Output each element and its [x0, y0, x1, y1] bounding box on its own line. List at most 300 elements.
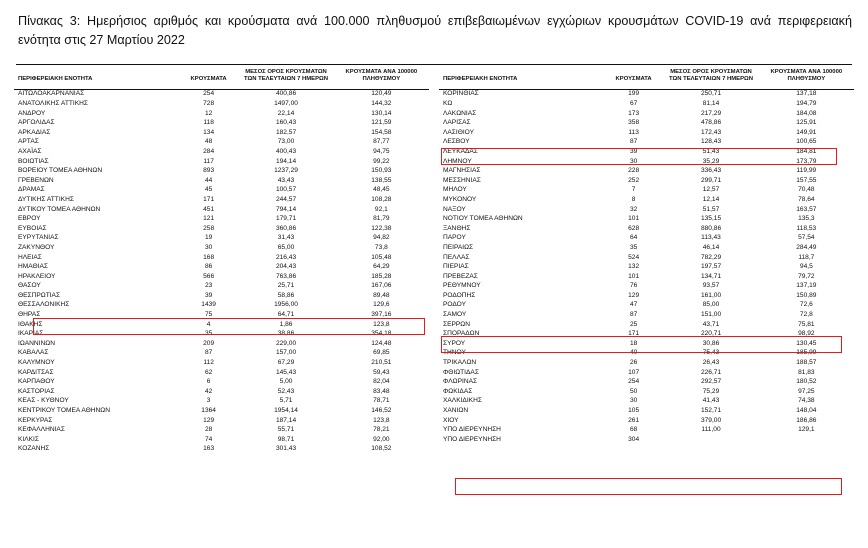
cell-avg7: 145,43: [275, 368, 297, 376]
table-row: [439, 215, 854, 225]
cell-per100k: 79,72: [798, 272, 815, 280]
cell-name: ΧΑΛΚΙΔΙΚΗΣ: [443, 397, 482, 405]
table-row: [14, 282, 429, 292]
table-row: [14, 128, 429, 138]
cell-per100k: 210,51: [371, 359, 392, 367]
cell-avg7: 22,14: [277, 109, 295, 117]
cell-per100k: 130,45: [796, 339, 817, 347]
cell-avg7: 100,57: [275, 186, 297, 194]
cell-per100k: 167,06: [371, 282, 392, 290]
cell-cases: 68: [629, 426, 638, 434]
cell-cases: 42: [204, 387, 213, 395]
cell-cases: 87: [629, 138, 638, 146]
table-row: [14, 291, 429, 301]
cell-per100k: 119,99: [796, 167, 817, 175]
table-row: [14, 224, 429, 234]
cell-name: ΒΟΙΩΤΙΑΣ: [18, 157, 49, 165]
cell-cases: 75: [204, 311, 213, 319]
cell-name: ΦΛΩΡΙΝΑΣ: [443, 378, 478, 386]
cell-avg7: 1497,00: [274, 100, 298, 107]
col-header-avg7: ΜΕΣΟΣ ΟΡΟΣ ΚΡΟΥΣΜΑΤΩΝ ΤΩΝ ΤΕΛΕΥΤΑΙΩΝ 7 ΗΜΕΡΩΝ: [238, 65, 333, 89]
table-row: [439, 243, 854, 253]
cell-name: ΛΕΥΚΑΔΑΣ: [443, 147, 478, 155]
cell-name: ΘΗΡΑΣ: [18, 311, 41, 319]
table-row: [14, 89, 429, 99]
cell-avg7: 794,14: [275, 205, 297, 213]
table-row: [439, 186, 854, 196]
left-table-head: [14, 65, 429, 89]
table-row: [14, 272, 429, 282]
cell-name: ΑΙΤΩΛΟΑΚΑΡΝΑΝΙΑΣ: [18, 90, 85, 98]
cell-avg7: 151,00: [700, 311, 722, 319]
cell-name: ΜΗΛΟΥ: [443, 186, 467, 194]
cell-avg7: 51,57: [702, 205, 720, 213]
cell-avg7: 5,00: [279, 378, 293, 386]
cell-cases: 209: [203, 339, 215, 347]
cell-per100k: 82,04: [373, 378, 390, 386]
cell-name: ΝΑΞΟΥ: [443, 205, 466, 213]
cell-cases: 7: [631, 186, 636, 194]
cell-name: ΘΑΣΟΥ: [18, 282, 41, 290]
cell-cases: 28: [204, 426, 213, 434]
cell-per100k: 87,77: [373, 138, 390, 146]
cell-avg7: 217,29: [700, 109, 722, 117]
cell-avg7: 160,43: [275, 119, 297, 127]
table-row: [14, 109, 429, 119]
cell-name: ΜΥΚΟΝΟΥ: [443, 195, 477, 203]
right-table-wrapper: [439, 65, 854, 454]
cell-per100k: 184,08: [796, 109, 817, 117]
table-row: [439, 397, 854, 407]
cell-per100k: 108,28: [371, 195, 392, 203]
table-row: [439, 358, 854, 368]
cell-cases: 25: [629, 320, 638, 328]
cell-per100k: 184,81: [796, 147, 817, 155]
cell-name: ΙΩΑΝΝΙΝΩΝ: [18, 339, 55, 347]
cell-per100k: 73,8: [374, 243, 388, 251]
table-row: [439, 167, 854, 177]
cell-name: ΑΡΤΑΣ: [18, 138, 39, 146]
cell-name: ΚΩ: [443, 100, 453, 107]
table-row: [14, 416, 429, 426]
cell-name: ΛΗΜΝΟΥ: [443, 157, 472, 165]
cell-cases: 107: [628, 368, 640, 376]
cell-cases: 32: [629, 205, 638, 213]
cell-per100k: 137,18: [796, 90, 817, 98]
col-header-region: ΠΕΡΙΦΕΡΕΙΑΚΗ ΕΝΟΤΗΤΑ: [439, 65, 604, 89]
cell-avg7: 111,00: [701, 426, 721, 434]
cell-name: ΜΕΣΣΗΝΙΑΣ: [443, 176, 481, 184]
table-row: [14, 176, 429, 186]
cell-cases: 18: [629, 339, 638, 347]
table-row: [14, 263, 429, 273]
cell-avg7: 46,14: [702, 243, 720, 251]
cell-name: ΕΥΒΟΙΑΣ: [18, 224, 47, 232]
cell-per100k: 186,86: [796, 416, 817, 424]
cell-name: ΗΜΑΘΙΑΣ: [18, 263, 48, 271]
cell-per100k: 194,79: [796, 100, 817, 107]
cell-cases: 199: [628, 90, 640, 98]
cell-avg7: 478,86: [700, 119, 722, 127]
cell-cases: 76: [629, 282, 638, 290]
cell-per100k: 123,8: [373, 320, 390, 328]
cell-avg7: 379,00: [700, 416, 722, 424]
cell-avg7: 30,86: [702, 339, 720, 347]
cell-per100k: 149,91: [796, 128, 817, 136]
cell-name: ΑΡΓΟΛΙΔΑΣ: [18, 119, 55, 127]
cell-cases: 40: [629, 349, 638, 357]
table-row: [439, 205, 854, 215]
table-row: [14, 378, 429, 388]
cell-avg7: 51,43: [702, 147, 720, 155]
table-row: [439, 435, 854, 445]
table-row: [14, 397, 429, 407]
cell-avg7: 25,71: [277, 282, 295, 290]
cell-avg7: 41,43: [702, 397, 720, 405]
cell-avg7: 81,14: [702, 100, 720, 107]
cell-avg7: 226,71: [700, 368, 722, 376]
cell-avg7: 250,71: [700, 90, 722, 98]
cell-cases: 113: [628, 128, 639, 136]
cell-cases: 228: [628, 167, 640, 175]
cell-name: ΣΕΡΡΩΝ: [443, 320, 470, 328]
right-table-head: [439, 65, 854, 89]
cell-per100k: 98,92: [798, 330, 815, 338]
cell-avg7: 85,00: [702, 301, 720, 309]
table-row: [439, 416, 854, 426]
cell-name: ΜΑΓΝΗΣΙΑΣ: [443, 167, 481, 175]
left-data-table: [14, 65, 429, 454]
cell-avg7: 58,86: [277, 291, 295, 299]
cell-per100k: 354,18: [371, 330, 392, 338]
cell-cases: 35: [629, 243, 638, 251]
cell-per100k: 94,82: [373, 234, 390, 242]
cell-cases: 451: [203, 205, 215, 213]
cell-avg7: 12,57: [702, 186, 720, 194]
cell-per100k: 99,22: [373, 157, 390, 165]
cell-cases: 173: [628, 109, 640, 117]
cell-name: ΠΑΡΟΥ: [443, 234, 466, 242]
table-row: [439, 339, 854, 349]
cell-cases: 47: [629, 301, 638, 309]
cell-per100k: 173,79: [796, 157, 817, 165]
cell-name: ΥΠΟ ΔΙΕΡΕΥΝΗΣΗ: [443, 435, 501, 443]
cell-per100k: 83,48: [373, 387, 390, 395]
cell-cases: 893: [203, 167, 215, 175]
cell-cases: 45: [204, 186, 213, 194]
cell-avg7: 35,29: [702, 157, 720, 165]
table-row: [439, 176, 854, 186]
col-header-cases: ΚΡΟΥΣΜΑΤΑ: [179, 65, 239, 89]
cell-cases: 132: [628, 263, 640, 271]
cell-avg7: 244,57: [275, 195, 297, 203]
cell-cases: 30: [204, 243, 213, 251]
cell-avg7: 336,43: [700, 167, 722, 175]
col-header-per100k: ΚΡΟΥΣΜΑΤΑ ΑΝΑ 100000 ΠΛΗΘΥΣΜΟΥ: [334, 65, 429, 89]
cell-avg7: 187,14: [275, 416, 297, 424]
cell-cases: 39: [204, 291, 213, 299]
cell-name: ΚΑΡΔΙΤΣΑΣ: [18, 368, 54, 376]
cell-name: ΚΟΖΑΝΗΣ: [18, 445, 50, 453]
cell-name: ΕΥΡΥΤΑΝΙΑΣ: [18, 234, 59, 242]
cell-cases: 35: [204, 330, 213, 338]
cell-cases: 566: [203, 272, 215, 280]
table-row: [14, 253, 429, 263]
cell-per100k: 78,71: [373, 397, 390, 405]
table-row: [439, 387, 854, 397]
cell-avg7: 31,43: [277, 234, 295, 242]
cell-cases: 6: [206, 378, 211, 386]
cell-per100k: 97,25: [798, 387, 815, 395]
table-row: [439, 426, 854, 436]
cell-avg7: 216,43: [275, 253, 297, 261]
table-row: [14, 99, 429, 109]
cell-per100k: 122,38: [371, 224, 392, 232]
table-row: [439, 157, 854, 167]
cell-name: ΛΑΣΙΘΙΟΥ: [443, 128, 474, 136]
table-row: [14, 339, 429, 349]
cell-per100k: 123,8: [373, 416, 390, 424]
right-table-body: [439, 89, 854, 444]
cell-cases: 284: [203, 147, 215, 155]
table-row: [439, 195, 854, 205]
cell-name: ΚΟΡΙΝΘΙΑΣ: [443, 90, 479, 98]
cell-name: ΥΠΟ ΔΙΕΡΕΥΝΗΣΗ: [443, 426, 501, 434]
cell-per100k: 72,6: [799, 301, 813, 309]
cell-per100k: 81,79: [373, 215, 390, 223]
cell-per100k: 69,85: [373, 349, 390, 357]
cell-avg7: 26,43: [702, 359, 720, 367]
table-row: [14, 186, 429, 196]
cell-avg7: 43,71: [702, 320, 720, 328]
cell-name: ΑΝΑΤΟΛΙΚΗΣ ΑΤΤΙΚΗΣ: [18, 100, 88, 107]
cell-per100k: 129,1: [798, 426, 815, 434]
cell-per100k: 157,55: [796, 176, 817, 184]
table-row: [14, 243, 429, 253]
cell-avg7: 98,71: [277, 435, 295, 443]
cell-per100k: 74,38: [798, 397, 815, 405]
cell-per100k: 78,64: [798, 195, 815, 203]
cell-per100k: 94,75: [373, 147, 390, 155]
cell-cases: 86: [204, 263, 213, 271]
cell-avg7: 1956,00: [274, 301, 298, 309]
cell-name: ΣΥΡΟΥ: [443, 339, 466, 347]
col-header-avg7: ΜΕΣΟΣ ΟΡΟΣ ΚΡΟΥΣΜΑΤΩΝ ΤΩΝ ΤΕΛΕΥΤΑΙΩΝ 7 ΗΜΕΡΩΝ: [663, 65, 758, 89]
cell-cases: 254: [203, 90, 215, 98]
cell-name: ΛΕΣΒΟΥ: [443, 138, 470, 146]
cell-cases: 524: [628, 253, 640, 261]
table-row: [439, 89, 854, 99]
cell-cases: 105: [628, 407, 640, 414]
cell-per100k: 146,52: [371, 407, 392, 414]
cell-avg7: 172,43: [700, 128, 722, 136]
cell-cases: 258: [203, 224, 215, 232]
cell-cases: 728: [203, 100, 215, 107]
cell-name: ΖΑΚΥΝΘΟΥ: [18, 243, 55, 251]
table-row: [14, 320, 429, 330]
table-row: [14, 301, 429, 311]
col-header-per100k: ΚΡΟΥΣΜΑΤΑ ΑΝΑ 100000 ΠΛΗΘΥΣΜΟΥ: [759, 65, 854, 89]
cell-name: ΔΡΑΜΑΣ: [18, 186, 45, 194]
cell-avg7: 220,71: [700, 330, 722, 338]
cell-name: ΤΡΙΚΑΛΩΝ: [443, 359, 477, 367]
cell-name: ΛΑΡΙΣΑΣ: [443, 119, 471, 127]
cell-name: ΞΑΝΘΗΣ: [443, 224, 471, 232]
cell-per100k: 150,93: [371, 167, 392, 175]
table-row: [439, 263, 854, 273]
cell-per100k: 59,43: [373, 368, 390, 376]
table-row: [14, 119, 429, 129]
cell-name: ΔΥΤΙΚΗΣ ΑΤΤΙΚΗΣ: [18, 195, 74, 203]
cell-cases: 19: [204, 234, 213, 242]
cell-name: ΧΙΟΥ: [443, 416, 459, 424]
table-row: [14, 310, 429, 320]
cell-cases: 168: [203, 253, 215, 261]
table-row: [14, 157, 429, 167]
table-row: [14, 330, 429, 340]
table-row: [439, 310, 854, 320]
cell-avg7: 64,71: [277, 311, 295, 319]
left-table-wrapper: [14, 65, 429, 454]
table-header-row: [439, 65, 854, 89]
table-row: [14, 167, 429, 177]
table-row: [14, 426, 429, 436]
cell-cases: 1439: [201, 301, 216, 309]
cell-per100k: 70,48: [798, 186, 815, 194]
cell-per100k: 64,29: [373, 263, 390, 271]
table-row: [14, 205, 429, 215]
cell-name: ΠΡΕΒΕΖΑΣ: [443, 272, 478, 280]
table-row: [439, 128, 854, 138]
cell-cases: 129: [203, 416, 215, 424]
cell-cases: 4: [206, 320, 211, 328]
cell-name: ΔΥΤΙΚΟΥ ΤΟΜΕΑ ΑΘΗΝΩΝ: [18, 205, 101, 213]
cell-per100k: 100,65: [796, 138, 817, 146]
cell-per100k: 120,49: [371, 90, 392, 98]
cell-cases: 8: [631, 195, 636, 203]
cell-cases: 64: [629, 234, 638, 242]
table-row: [439, 224, 854, 234]
cell-avg7: 75,43: [702, 349, 720, 357]
table-row: [14, 349, 429, 359]
cell-per100k: 57,54: [798, 234, 815, 242]
cell-avg7: 360,86: [275, 224, 297, 232]
cell-avg7: 65,00: [277, 243, 295, 251]
cell-name: ΕΒΡΟΥ: [18, 215, 41, 223]
cell-avg7: 55,71: [277, 426, 295, 434]
cell-avg7: 880,86: [700, 224, 722, 232]
cell-name: ΣΑΜΟΥ: [443, 311, 467, 319]
table-row: [439, 330, 854, 340]
cell-per100k: 138,55: [371, 176, 392, 184]
cell-per100k: 92,00: [373, 435, 390, 443]
cell-cases: 67: [629, 100, 638, 107]
cell-name: ΑΧΑΪΑΣ: [18, 147, 42, 155]
cell-name: ΠΙΕΡΙΑΣ: [443, 263, 469, 271]
cell-per100k: 48,45: [373, 186, 390, 194]
cell-avg7: 38,86: [277, 330, 295, 338]
cell-per100k: 108,52: [371, 445, 392, 453]
cell-per100k: [759, 435, 854, 445]
cell-name: ΚΑΛΥΜΝΟΥ: [18, 359, 55, 367]
cell-per100k: 154,58: [371, 128, 392, 136]
cell-cases: 23: [204, 282, 213, 290]
table-row: [14, 435, 429, 445]
cell-cases: 261: [628, 416, 640, 424]
cell-cases: 62: [204, 368, 213, 376]
cell-cases: 30: [629, 157, 638, 165]
cell-per100k: 124,48: [371, 339, 392, 347]
cell-name: ΚΕΡΚΥΡΑΣ: [18, 416, 53, 424]
cell-per100k: 94,5: [799, 263, 813, 271]
cell-per100k: 78,21: [373, 426, 390, 434]
cell-name: ΙΚΑΡΙΑΣ: [18, 330, 44, 338]
cell-avg7: 128,43: [700, 138, 722, 146]
cell-name: ΧΑΝΙΩΝ: [443, 407, 469, 414]
cell-name: ΚΙΛΚΙΣ: [18, 435, 39, 443]
cell-name: ΚΑΡΠΑΘΟΥ: [18, 378, 55, 386]
cell-name: ΓΡΕΒΕΝΩΝ: [18, 176, 54, 184]
table-header-row: [14, 65, 429, 89]
cell-cases: 134: [203, 128, 215, 136]
cell-cases: 44: [204, 176, 213, 184]
table-row: [439, 282, 854, 292]
cell-cases: 118: [203, 119, 214, 127]
cell-avg7: 299,71: [700, 176, 722, 184]
cell-name: ΚΕΑΣ - ΚΥΘΝΟΥ: [18, 397, 69, 405]
cell-avg7: 135,15: [700, 215, 722, 223]
cell-per100k: 105,48: [371, 253, 392, 261]
right-data-table: [439, 65, 854, 445]
cell-per100k: 81,83: [798, 368, 815, 376]
cell-cases: 101: [628, 215, 640, 223]
cell-avg7: 67,29: [277, 359, 295, 367]
cell-cases: 87: [629, 311, 638, 319]
cell-avg7: 161,00: [700, 291, 722, 299]
cell-per100k: 180,52: [796, 378, 817, 386]
cell-name: ΚΑΣΤΟΡΙΑΣ: [18, 387, 55, 395]
cell-name: ΚΑΒΑΛΑΣ: [18, 349, 49, 357]
cell-name: ΤΗΝΟΥ: [443, 349, 466, 357]
cell-avg7: 301,43: [275, 445, 297, 453]
cell-per100k: 92,1: [374, 205, 388, 213]
cell-name: ΚΕΦΑΛΛΗΝΙΑΣ: [18, 426, 65, 434]
cell-cases: 163: [203, 445, 215, 453]
cell-avg7: 292,57: [700, 378, 722, 386]
cell-per100k: 185,99: [796, 349, 817, 357]
table-row: [14, 138, 429, 148]
cell-per100k: 118,53: [796, 224, 817, 232]
cell-cases: 3: [206, 397, 211, 405]
table-row: [439, 368, 854, 378]
cell-avg7: 43,43: [277, 176, 295, 184]
table-row: [14, 234, 429, 244]
cell-name: ΣΠΟΡΑΔΩΝ: [443, 330, 480, 338]
cell-cases: 74: [204, 435, 213, 443]
cell-cases: 254: [628, 378, 640, 386]
cell-avg7: 5,71: [279, 397, 293, 405]
cell-name: ΑΝΔΡΟΥ: [18, 109, 46, 117]
cell-name: ΦΩΚΙΔΑΣ: [443, 387, 473, 395]
table-row: [14, 147, 429, 157]
col-header-cases: ΚΡΟΥΣΜΑΤΑ: [604, 65, 664, 89]
cell-name: ΠΕΛΛΑΣ: [443, 253, 470, 261]
table-row: [439, 378, 854, 388]
table-row: [439, 301, 854, 311]
cell-cases: 48: [204, 138, 213, 146]
cell-cases: 171: [628, 330, 640, 338]
cell-name: ΝΟΤΙΟΥ ΤΟΜΕΑ ΑΘΗΝΩΝ: [443, 215, 523, 223]
